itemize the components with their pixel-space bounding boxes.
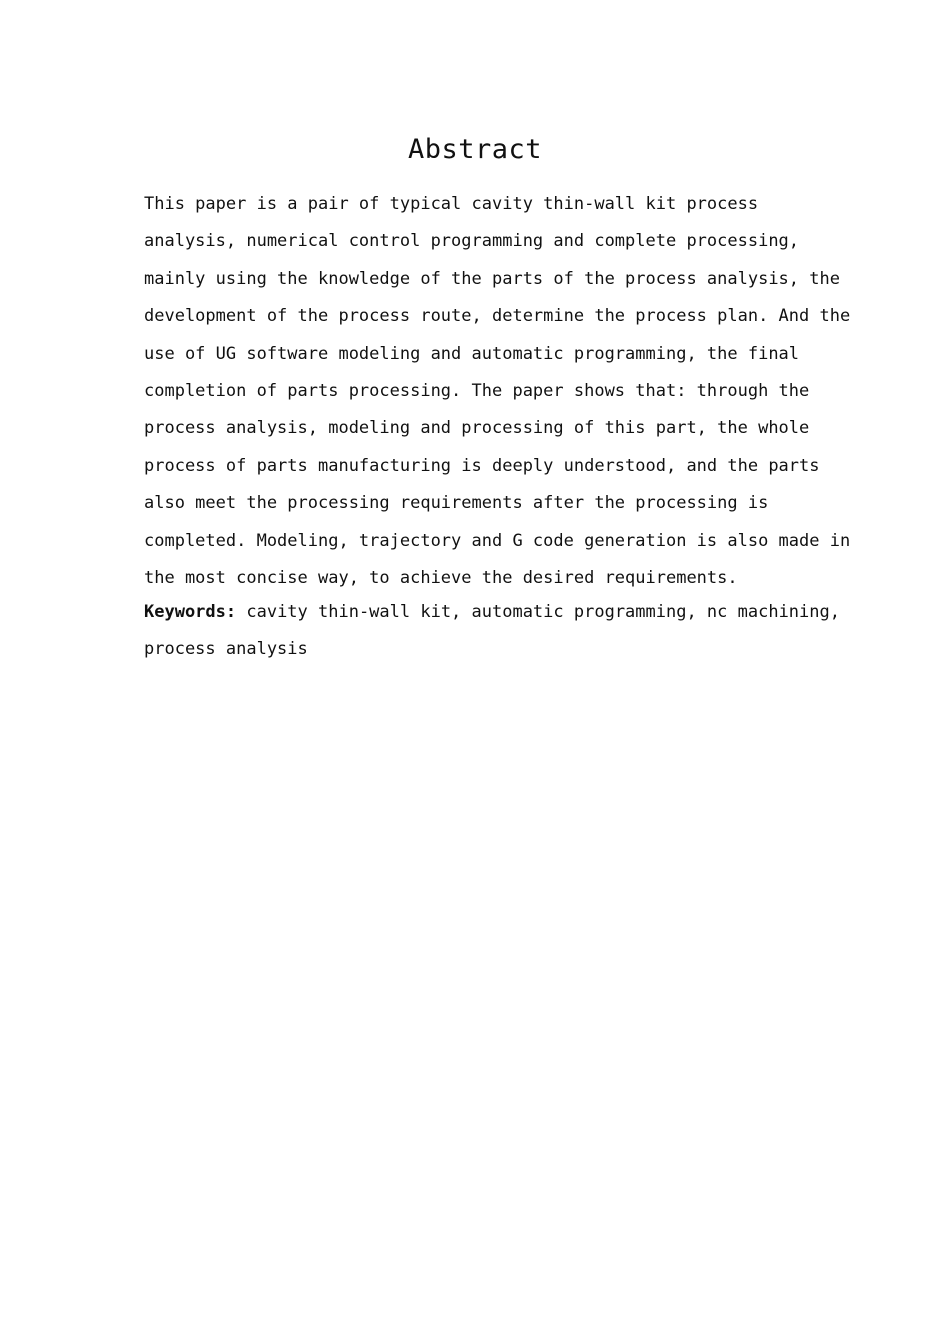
abstract-line: process of parts manufacturing is deeply understood, and the parts: [144, 455, 820, 476]
abstract-line: mainly using the knowledge of the parts of the process analysis, the: [144, 268, 840, 289]
keywords-text: cavity thin-wall kit, automatic programming, nc machining,: [236, 602, 840, 622]
abstract-line: analysis, numerical control programming and complete processing,: [144, 231, 800, 252]
abstract-line: use of UG software modeling and automatic programming, the final: [144, 343, 800, 364]
abstract-line: also meet the processing requirements after the processing is: [144, 493, 769, 514]
abstract-line: development of the process route, determine the process plan. And the: [144, 306, 851, 327]
keywords-label: Keywords:: [144, 602, 237, 622]
abstract-line: completed. Modeling, trajectory and G code generation is also made in: [144, 530, 851, 551]
abstract-line: process analysis, modeling and processing of this part, the whole: [144, 418, 810, 439]
keywords-line: [144, 594, 840, 631]
keywords-section: [144, 594, 840, 669]
abstract-line: the most concise way, to achieve the desired requirements.: [144, 567, 738, 588]
abstract-body: [144, 186, 851, 597]
keywords-line-continued: process analysis: [144, 639, 308, 660]
abstract-line: This paper is a pair of typical cavity thin-wall kit process: [144, 194, 759, 214]
abstract-title: Abstract: [407, 134, 543, 165]
abstract-line: completion of parts processing. The paper shows that: through the: [144, 380, 810, 401]
